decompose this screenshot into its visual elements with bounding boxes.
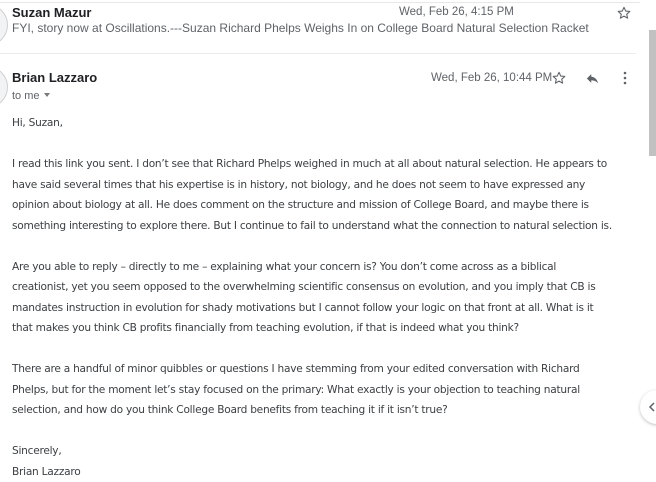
body-paragraph: There are a handful of minor quibbles or questions I have stemming from your edited conversation with Richard Phelps, but for the moment let’s stay focused on the primary: What exactly is your objection to teaching natural selection, and how do you think College Board benefits from teaching it if it isn’t true? bbox=[12, 359, 612, 421]
star-button[interactable] bbox=[615, 4, 633, 22]
reply-icon bbox=[585, 71, 600, 86]
star-outline-icon bbox=[551, 70, 567, 86]
recipients-dropdown[interactable] bbox=[12, 90, 50, 102]
body-paragraph: I read this link you sent. I don’t see that Richard Phelps weighed in much at all about natural selection. He appears to have said several times that his expertise is in history, not biology, and he does not seem to have expressed any opinion about biology at all. He does comment on the structure and mission of College Board, and maybe there is something interesting to explore there. But I continue to fail to understand what the connection to natural selection is. bbox=[12, 154, 612, 236]
collapsed-message[interactable] bbox=[0, 0, 640, 52]
sender-name: Suzan Mazur bbox=[12, 5, 91, 20]
sender-name: Brian Lazzaro bbox=[12, 70, 97, 85]
message-snippet: FYI, story now at Oscillations.---Suzan Richard Phelps Weighs In on College Board Natural Selection Racket bbox=[12, 21, 589, 35]
closing: Sincerely, bbox=[12, 441, 612, 462]
greeting: Hi, Suzan, bbox=[12, 113, 612, 134]
sender-avatar bbox=[0, 66, 8, 108]
signature: Brian Lazzaro bbox=[12, 462, 612, 482]
chevron-left-icon bbox=[648, 402, 656, 412]
recipients-label: to me bbox=[12, 90, 40, 102]
more-vert-icon bbox=[623, 71, 627, 85]
sender-avatar bbox=[0, 4, 8, 46]
scrollbar-thumb[interactable] bbox=[649, 30, 656, 156]
more-options-button[interactable] bbox=[616, 69, 634, 87]
caret-down-icon bbox=[44, 93, 50, 97]
star-button[interactable] bbox=[550, 69, 568, 87]
message-divider bbox=[0, 53, 636, 54]
message-date: Wed, Feb 26, 10:44 PM bbox=[431, 72, 552, 84]
reply-button[interactable] bbox=[583, 69, 601, 87]
message-body bbox=[12, 113, 612, 482]
message-date: Wed, Feb 26, 4:15 PM bbox=[399, 6, 514, 18]
star-outline-icon bbox=[616, 5, 632, 21]
body-paragraph: Are you able to reply – directly to me – explaining what your concern is? You don’t come across as a biblical creationist, yet you seem opposed to the overwhelming scientific consensus on evolution, and you imply that CB is mandates instruction in evolution for shady motivations but I cannot follow your logic on that front at all. What is it that makes you think CB profits financially from teaching evolution, if that is indeed what you think? bbox=[12, 257, 612, 339]
side-panel-toggle[interactable] bbox=[640, 390, 656, 424]
